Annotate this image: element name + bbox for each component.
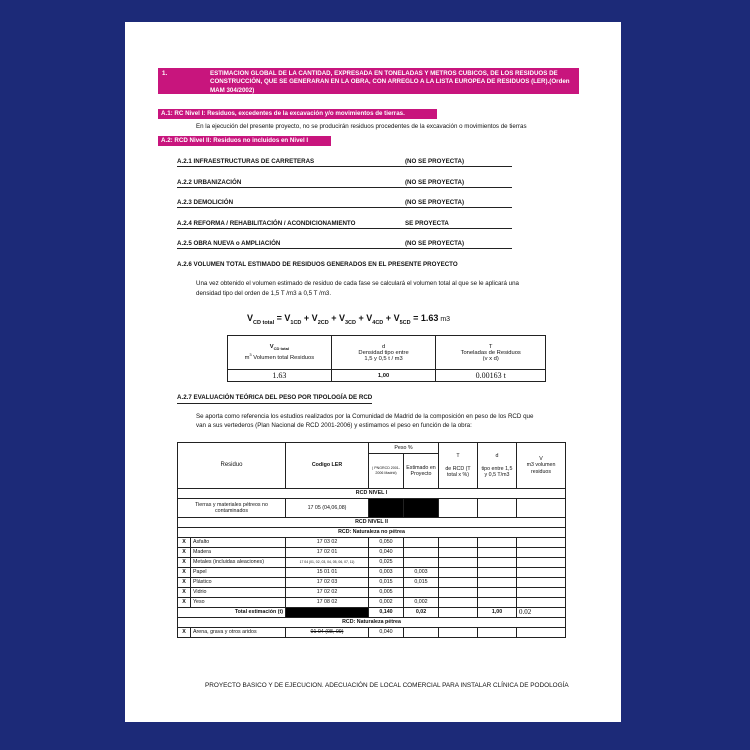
- weight-estimated: 0,003: [404, 568, 439, 578]
- ler-code: 15 01 01: [286, 568, 369, 578]
- table-row: [178, 568, 566, 578]
- residue-name: Papel: [191, 568, 286, 578]
- check-mark: X: [178, 578, 191, 588]
- formula-sub: 4CD: [372, 319, 384, 326]
- formula-term: V: [311, 313, 318, 323]
- residue-name: Yeso: [191, 598, 286, 608]
- subsection-label: A.2.2 URBANIZACIÓN: [177, 179, 242, 186]
- petrea-header: RCD: Naturaleza pétrea: [178, 618, 566, 628]
- col-d: d tipo entre 1,5 y 0,5 T/m3: [478, 443, 517, 489]
- weight-estimated: [404, 588, 439, 598]
- col-t: T de RCD (T total x %): [439, 443, 478, 489]
- weight-pngrcd: 0,005: [369, 588, 404, 598]
- weight-estimated: [404, 538, 439, 548]
- table-row: [178, 578, 566, 588]
- check-mark: X: [178, 558, 191, 568]
- tierras-code: 17 05 (04,06,08): [286, 499, 369, 518]
- weight-estimated: [404, 558, 439, 568]
- subsection-label: A.2.4 REFORMA / REHABILITACIÓN / ACONDICIONAMIENTO: [177, 220, 356, 227]
- volume-formula: [247, 313, 450, 326]
- vt-header-volume: $V_{CD total}$ $m^3$ Volumen total Residuos: [228, 336, 332, 370]
- a26-para2: densidad tipo del orden de 1,5 T /m3 a 0,5 T /m3.: [196, 290, 332, 297]
- residue-name: Madera: [191, 548, 286, 558]
- subsection-label: A.2.3 DEMOLICIÓN: [177, 199, 234, 206]
- total-pngrcd: 0,140: [369, 608, 404, 618]
- total-row: [178, 608, 566, 618]
- subsection-status: (NO SE PROYECTA): [405, 158, 465, 165]
- col-codigo: Codigo LER: [286, 443, 369, 489]
- formula-plus: +: [356, 313, 367, 323]
- section-title: ESTIMACION GLOBAL DE LA CANTIDAD, EXPRESADA EN TONELADAS Y METROS CUBICOS, DE LOS RESIDUOS DE CONSTRUCCIÓN, QUE SE GENERARAN EN LA OBRA, CON ARREGLO A LA LISTA EUROPEA DE RESIDUOS (LER).(Orden MAM 304/2002): [210, 70, 570, 94]
- residue-name: Asfalto: [191, 538, 286, 548]
- check-mark: X: [178, 598, 191, 608]
- subsection-row: [177, 216, 512, 229]
- table-row: [178, 588, 566, 598]
- a27-para2: van a sus vertederos (Plan Nacional de RCD 2001-2006) y estimamos el peso en función de la obra:: [196, 422, 472, 429]
- ler-code: 17 02 01: [286, 548, 369, 558]
- total-volume: 0.02: [517, 608, 566, 618]
- formula-plus: +: [383, 313, 394, 323]
- redacted-cell: [286, 608, 369, 618]
- formula-lhs: V: [247, 313, 254, 323]
- redacted-cell: [369, 499, 404, 518]
- page-footer: PROYECTO BASICO Y DE EJECUCION. ADECUACIÓN DE LOCAL COMERCIAL PARA INSTALAR CLÍNICA DE PODOLOGÍA: [205, 682, 569, 689]
- rcd-table: [177, 442, 566, 638]
- subsection-row: [177, 175, 512, 188]
- subsection-status: (NO SE PROYECTA): [405, 199, 465, 206]
- formula-lhs-sub: CD total: [253, 319, 275, 326]
- ler-code: 17 08 02: [286, 598, 369, 608]
- subsection-row: [177, 154, 512, 167]
- ler-code: 17 04 (01, 02, 03, 04, 05, 06, 07, 11): [286, 558, 369, 568]
- residue-name: Metales (incluidas aleaciones): [191, 558, 286, 568]
- table-row: [178, 548, 566, 558]
- formula-sub: 2CD: [317, 319, 329, 326]
- no-petrea-header: RCD: Naturaleza no pétrea: [178, 528, 566, 538]
- weight-pngrcd: 0,003: [369, 568, 404, 578]
- check-mark: X: [178, 538, 191, 548]
- col-residuo: Residuo: [178, 443, 286, 489]
- residue-name: Plástico: [191, 578, 286, 588]
- nivel-2-row: RCD NIVEL II: [178, 518, 566, 528]
- ler-code: 17 02 03: [286, 578, 369, 588]
- vt-value-density: 1,00: [331, 370, 436, 382]
- tierras-name: Tierras y materiales pétreos no contaminados: [178, 499, 286, 518]
- weight-pngrcd: 0,002: [369, 598, 404, 608]
- col-pngrcd: ( PNGRCD 2001-2006 Madrid): [369, 454, 404, 489]
- weight-estimated: 0,015: [404, 578, 439, 588]
- section-1-header: [158, 68, 579, 94]
- subsection-status: (NO SE PROYECTA): [405, 179, 465, 186]
- a1-header: A.1: RC Nivel I: Residuos, excedentes de la excavación y/o movimientos de tierras.: [158, 109, 437, 119]
- table-row: [178, 558, 566, 568]
- volume-table: [227, 335, 546, 382]
- ler-code: 01 04 (08, 09): [286, 628, 369, 638]
- a27-title: A.2.7 EVALUACIÓN TEÓRICA DEL PESO POR TIPOLOGÍA DE RCD: [177, 394, 373, 401]
- total-density: 1,00: [478, 608, 517, 618]
- section-number: 1.: [162, 70, 168, 77]
- document-page: [125, 22, 621, 722]
- a27-para1: Se aporta como referencia los estudios realizados por la Comunidad de Madrid de la composición en peso de los RCD que: [196, 413, 534, 420]
- vt-header-tons: T Toneladas de Residuos (v x d): [436, 336, 546, 370]
- subsection-status: (NO SE PROYECTA): [405, 240, 465, 247]
- a27-underline: [177, 403, 372, 404]
- ler-code: 17 03 02: [286, 538, 369, 548]
- formula-unit: m3: [438, 316, 451, 323]
- a26-title: A.2.6 VOLUMEN TOTAL ESTIMADO DE RESIDUOS GENERADOS EN EL PRESENTE PROYECTO: [177, 261, 458, 268]
- weight-estimated: [404, 548, 439, 558]
- total-estimated: 0,02: [404, 608, 439, 618]
- redacted-cell: [404, 499, 439, 518]
- col-estimado: Estimado en Proyecto: [404, 454, 439, 489]
- formula-sub: 3CD: [344, 319, 356, 326]
- check-mark: X: [178, 628, 191, 638]
- subsection-status: SE PROYECTA: [405, 220, 449, 227]
- residue-name: Arena, grava y otros aridos: [191, 628, 286, 638]
- formula-result: = 1.63: [410, 313, 439, 323]
- check-mark: X: [178, 568, 191, 578]
- nivel-1-row: RCD NIVEL I: [178, 489, 566, 499]
- col-v: V m3 volumen residuos: [517, 443, 566, 489]
- weight-pngrcd: 0,025: [369, 558, 404, 568]
- vt-value-tons: 0.00163 t: [436, 370, 546, 382]
- weight-pngrcd: 0,040: [369, 548, 404, 558]
- vt-value-volume: 1.63: [228, 370, 332, 382]
- formula-eq: =: [274, 313, 285, 323]
- a2-header: A.2: RCD Nivel II: Residuos no incluidos en Nivel I: [158, 136, 331, 146]
- weight-estimated: 0,002: [404, 598, 439, 608]
- formula-term: V: [393, 313, 400, 323]
- a1-text: En la ejecución del presente proyecto, no se producirán residuos procedentes de la excavación o movimientos de tierras: [196, 123, 527, 130]
- check-mark: X: [178, 588, 191, 598]
- subsection-label: A.2.5 OBRA NUEVA o AMPLIACIÓN: [177, 240, 281, 247]
- formula-sub: 1CD: [290, 319, 302, 326]
- formula-term: V: [284, 313, 291, 323]
- subsection-label: A.2.1 INFRAESTRUCTURAS DE CARRETERAS: [177, 158, 315, 165]
- formula-plus: +: [301, 313, 312, 323]
- formula-plus: +: [328, 313, 339, 323]
- check-mark: X: [178, 548, 191, 558]
- formula-sub: 5CD: [399, 319, 411, 326]
- a26-para1: Una vez obtenido el volumen estimado de residuo de cada fase se calculará el volumen total al que se le aplicará una: [196, 280, 519, 287]
- subsection-row: [177, 195, 512, 208]
- formula-term: V: [338, 313, 345, 323]
- table-row: [178, 598, 566, 608]
- weight-pngrcd: 0,050: [369, 538, 404, 548]
- table-row: [178, 538, 566, 548]
- vt-header-density: d Densidad tipo entre 1,5 y 0,5 t / m3: [331, 336, 436, 370]
- subsection-row: [177, 236, 512, 249]
- weight-pngrcd: 0,015: [369, 578, 404, 588]
- formula-term: V: [366, 313, 373, 323]
- weight-pngrcd: 0,040: [369, 628, 404, 638]
- ler-code: 17 02 02: [286, 588, 369, 598]
- col-peso: Peso %: [369, 443, 439, 454]
- table-row: [178, 628, 566, 638]
- residue-name: Vidrio: [191, 588, 286, 598]
- total-label: Total estimación (t): [178, 608, 286, 618]
